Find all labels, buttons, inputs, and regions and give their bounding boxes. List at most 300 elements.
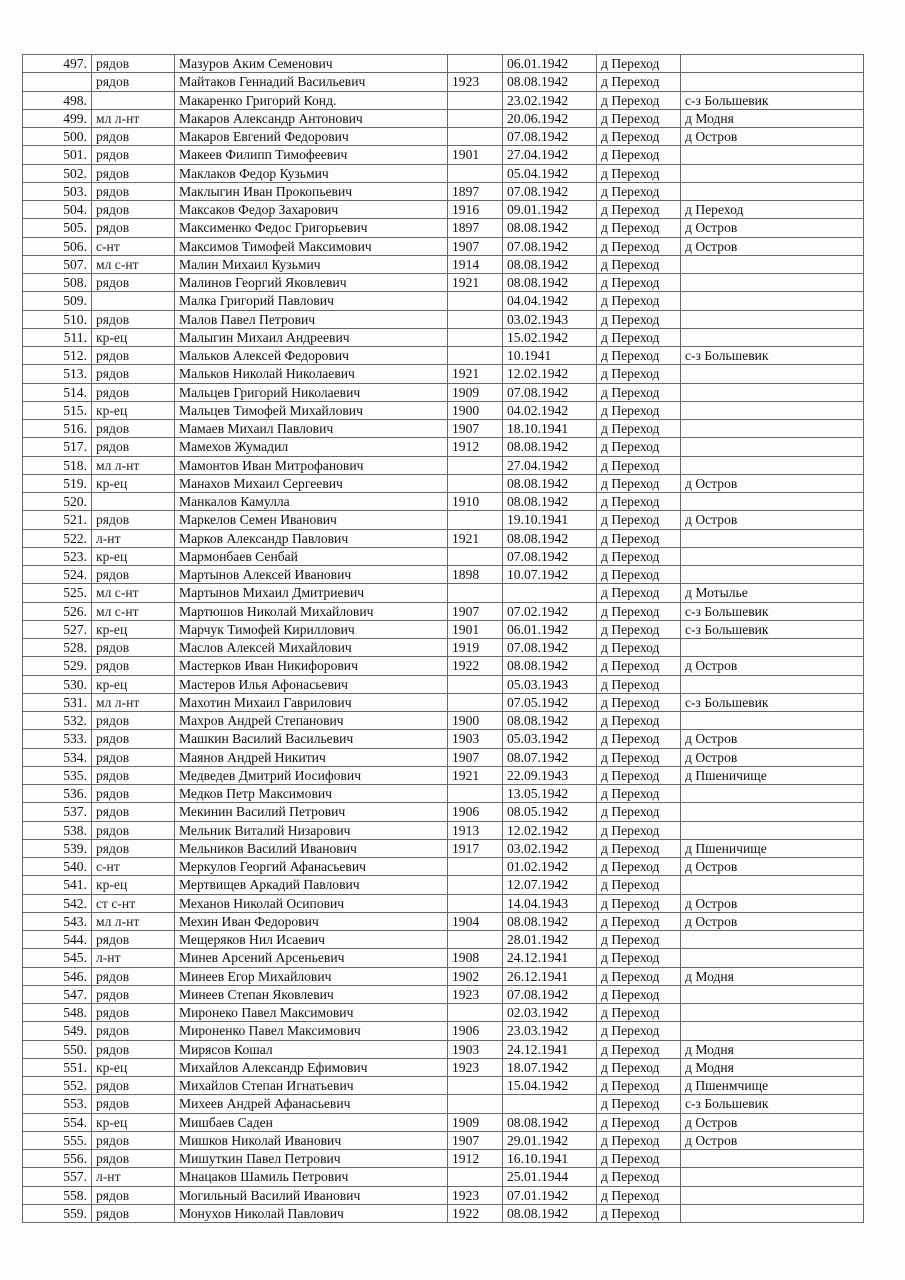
death-date-cell: 22.09.1943: [503, 766, 597, 784]
name-cell: Медведев Дмитрий Иосифович: [175, 766, 448, 784]
death-date-cell: 19.10.1941: [503, 511, 597, 529]
burial-place-cell: д Переход: [597, 328, 681, 346]
name-cell: Малинов Георгий Яковлевич: [175, 274, 448, 292]
birth-year-cell: 1923: [448, 1058, 503, 1076]
death-date-cell: 29.01.1942: [503, 1131, 597, 1149]
death-date-cell: 08.08.1942: [503, 1113, 597, 1131]
death-date-cell: 06.01.1942: [503, 620, 597, 638]
burial-place-cell: д Переход: [597, 547, 681, 565]
name-cell: Мнацаков Шамиль Петрович: [175, 1168, 448, 1186]
table-row: [23, 639, 864, 657]
birth-year-cell: [448, 456, 503, 474]
origin-place-cell: д Пшеничище: [681, 839, 864, 857]
row-number: 551.: [23, 1058, 92, 1076]
table-row: [23, 730, 864, 748]
burial-place-cell: д Переход: [597, 109, 681, 127]
name-cell: Малка Григорий Павлович: [175, 292, 448, 310]
name-cell: Макеев Филипп Тимофеевич: [175, 146, 448, 164]
name-cell: Маркелов Семен Иванович: [175, 511, 448, 529]
rank-cell: рядов: [92, 1095, 175, 1113]
burial-place-cell: д Переход: [597, 1131, 681, 1149]
death-date-cell: 10.07.1942: [503, 566, 597, 584]
rank-cell: рядов: [92, 1040, 175, 1058]
table-row: [23, 164, 864, 182]
name-cell: Миронеко Павел Максимович: [175, 1004, 448, 1022]
rank-cell: кр-ец: [92, 474, 175, 492]
death-date-cell: 20.06.1942: [503, 109, 597, 127]
row-number: 558.: [23, 1186, 92, 1204]
burial-place-cell: д Переход: [597, 146, 681, 164]
table-row: [23, 420, 864, 438]
table-row: [23, 201, 864, 219]
burial-place-cell: д Переход: [597, 420, 681, 438]
burial-place-cell: д Переход: [597, 931, 681, 949]
origin-place-cell: [681, 785, 864, 803]
name-cell: Мирясов Кошал: [175, 1040, 448, 1058]
origin-place-cell: д Остров: [681, 237, 864, 255]
rank-cell: рядов: [92, 657, 175, 675]
table-row: [23, 274, 864, 292]
row-number: 526.: [23, 602, 92, 620]
row-number: 513.: [23, 365, 92, 383]
name-cell: Мартынов Алексей Иванович: [175, 566, 448, 584]
name-cell: Мармонбаев Сенбай: [175, 547, 448, 565]
death-date-cell: 26.12.1941: [503, 967, 597, 985]
origin-place-cell: [681, 292, 864, 310]
row-number: 501.: [23, 146, 92, 164]
death-date-cell: 12.02.1942: [503, 365, 597, 383]
table-row: [23, 255, 864, 273]
origin-place-cell: с-з Большевик: [681, 1095, 864, 1113]
origin-place-cell: [681, 365, 864, 383]
name-cell: Могильный Василий Иванович: [175, 1186, 448, 1204]
death-date-cell: 18.10.1941: [503, 420, 597, 438]
death-date-cell: 08.08.1942: [503, 274, 597, 292]
death-date-cell: 12.02.1942: [503, 821, 597, 839]
name-cell: Мальков Николай Николаевич: [175, 365, 448, 383]
name-cell: Мехин Иван Федорович: [175, 912, 448, 930]
death-date-cell: 03.02.1942: [503, 839, 597, 857]
burial-place-cell: д Переход: [597, 1058, 681, 1076]
name-cell: Меркулов Георгий Афанасьевич: [175, 858, 448, 876]
row-number: 498.: [23, 91, 92, 109]
name-cell: Максименко Федос Григорьевич: [175, 219, 448, 237]
birth-year-cell: [448, 675, 503, 693]
birth-year-cell: 1916: [448, 201, 503, 219]
name-cell: Мертвищев Аркадий Павлович: [175, 876, 448, 894]
origin-place-cell: [681, 310, 864, 328]
table-row: [23, 383, 864, 401]
birth-year-cell: [448, 931, 503, 949]
death-date-cell: 08.08.1942: [503, 73, 597, 91]
name-cell: Мальцев Григорий Николаевич: [175, 383, 448, 401]
birth-year-cell: [448, 91, 503, 109]
death-date-cell: 03.02.1943: [503, 310, 597, 328]
name-cell: Манкалов Камулла: [175, 493, 448, 511]
burial-place-cell: д Переход: [597, 639, 681, 657]
rank-cell: рядов: [92, 931, 175, 949]
birth-year-cell: 1914: [448, 255, 503, 273]
origin-place-cell: д Остров: [681, 1131, 864, 1149]
origin-place-cell: д Остров: [681, 912, 864, 930]
table-row: [23, 456, 864, 474]
row-number: 542.: [23, 894, 92, 912]
name-cell: Малов Павел Петрович: [175, 310, 448, 328]
table-row: [23, 529, 864, 547]
origin-place-cell: д Модня: [681, 1058, 864, 1076]
table-row: [23, 894, 864, 912]
rank-cell: рядов: [92, 365, 175, 383]
name-cell: Марчук Тимофей Кириллович: [175, 620, 448, 638]
burial-place-cell: д Переход: [597, 474, 681, 492]
rank-cell: рядов: [92, 438, 175, 456]
birth-year-cell: 1919: [448, 639, 503, 657]
row-number: 510.: [23, 310, 92, 328]
death-date-cell: 07.08.1942: [503, 182, 597, 200]
rank-cell: кр-ец: [92, 401, 175, 419]
row-number: [23, 73, 92, 91]
death-date-cell: 25.01.1944: [503, 1168, 597, 1186]
table-row: [23, 73, 864, 91]
origin-place-cell: д Пшенмчище: [681, 1077, 864, 1095]
rank-cell: рядов: [92, 730, 175, 748]
death-date-cell: 08.08.1942: [503, 474, 597, 492]
birth-year-cell: [448, 693, 503, 711]
birth-year-cell: [448, 858, 503, 876]
burial-place-cell: д Переход: [597, 292, 681, 310]
rank-cell: рядов: [92, 310, 175, 328]
table-row: [23, 237, 864, 255]
burial-place-cell: д Переход: [597, 985, 681, 1003]
name-cell: Малыгин Михаил Андреевич: [175, 328, 448, 346]
table-row: [23, 858, 864, 876]
origin-place-cell: [681, 420, 864, 438]
origin-place-cell: [681, 328, 864, 346]
death-date-cell: 28.01.1942: [503, 931, 597, 949]
rank-cell: рядов: [92, 985, 175, 1003]
rank-cell: рядов: [92, 383, 175, 401]
row-number: 559.: [23, 1204, 92, 1222]
death-date-cell: 07.08.1942: [503, 383, 597, 401]
burial-place-cell: д Переход: [597, 274, 681, 292]
birth-year-cell: [448, 547, 503, 565]
birth-year-cell: 1903: [448, 730, 503, 748]
table-row: [23, 949, 864, 967]
burial-place-cell: д Переход: [597, 347, 681, 365]
origin-place-cell: [681, 931, 864, 949]
birth-year-cell: [448, 894, 503, 912]
table-row: [23, 1186, 864, 1204]
name-cell: Максимов Тимофей Максимович: [175, 237, 448, 255]
name-cell: Медков Петр Максимович: [175, 785, 448, 803]
death-date-cell: 07.05.1942: [503, 693, 597, 711]
death-date-cell: 24.12.1941: [503, 1040, 597, 1058]
name-cell: Махров Андрей Степанович: [175, 712, 448, 730]
table-row: [23, 474, 864, 492]
death-date-cell: 04.04.1942: [503, 292, 597, 310]
table-row: [23, 109, 864, 127]
name-cell: Махотин Михаил Гаврилович: [175, 693, 448, 711]
name-cell: Максаков Федор Захарович: [175, 201, 448, 219]
row-number: 544.: [23, 931, 92, 949]
table-row: [23, 91, 864, 109]
burial-registry-table: [22, 54, 864, 1223]
burial-place-cell: д Переход: [597, 675, 681, 693]
name-cell: Машкин Василий Васильевич: [175, 730, 448, 748]
table-row: [23, 657, 864, 675]
table-row: [23, 912, 864, 930]
death-date-cell: 07.08.1942: [503, 237, 597, 255]
row-number: 520.: [23, 493, 92, 511]
row-number: 524.: [23, 566, 92, 584]
row-number: 553.: [23, 1095, 92, 1113]
row-number: 540.: [23, 858, 92, 876]
death-date-cell: 07.08.1942: [503, 985, 597, 1003]
rank-cell: кр-ец: [92, 1113, 175, 1131]
row-number: 509.: [23, 292, 92, 310]
row-number: 555.: [23, 1131, 92, 1149]
name-cell: Мамехов Жумадил: [175, 438, 448, 456]
death-date-cell: 08.08.1942: [503, 255, 597, 273]
rank-cell: рядов: [92, 274, 175, 292]
table-row: [23, 693, 864, 711]
rank-cell: рядов: [92, 967, 175, 985]
birth-year-cell: 1923: [448, 73, 503, 91]
origin-place-cell: д Модня: [681, 109, 864, 127]
name-cell: Марков Александр Павлович: [175, 529, 448, 547]
name-cell: Мамаев Михаил Павлович: [175, 420, 448, 438]
rank-cell: рядов: [92, 128, 175, 146]
rank-cell: кр-ец: [92, 620, 175, 638]
rank-cell: рядов: [92, 785, 175, 803]
name-cell: Маклыгин Иван Прокопьевич: [175, 182, 448, 200]
death-date-cell: 18.07.1942: [503, 1058, 597, 1076]
burial-place-cell: д Переход: [597, 1040, 681, 1058]
table-row: [23, 347, 864, 365]
death-date-cell: 08.07.1942: [503, 748, 597, 766]
table-row: [23, 292, 864, 310]
birth-year-cell: 1907: [448, 748, 503, 766]
death-date-cell: 04.02.1942: [503, 401, 597, 419]
row-number: 533.: [23, 730, 92, 748]
birth-year-cell: 1912: [448, 438, 503, 456]
origin-place-cell: д Остров: [681, 858, 864, 876]
rank-cell: [92, 292, 175, 310]
birth-year-cell: 1907: [448, 1131, 503, 1149]
burial-place-cell: д Переход: [597, 584, 681, 602]
rank-cell: рядов: [92, 639, 175, 657]
birth-year-cell: [448, 474, 503, 492]
death-date-cell: 08.08.1942: [503, 1204, 597, 1222]
origin-place-cell: [681, 255, 864, 273]
birth-year-cell: 1897: [448, 219, 503, 237]
origin-place-cell: [681, 985, 864, 1003]
row-number: 504.: [23, 201, 92, 219]
name-cell: Макаров Евгений Федорович: [175, 128, 448, 146]
name-cell: Мельник Виталий Низарович: [175, 821, 448, 839]
birth-year-cell: [448, 511, 503, 529]
death-date-cell: 02.03.1942: [503, 1004, 597, 1022]
row-number: 536.: [23, 785, 92, 803]
rank-cell: л-нт: [92, 949, 175, 967]
origin-place-cell: [681, 876, 864, 894]
row-number: 514.: [23, 383, 92, 401]
name-cell: Мироненко Павел Максимович: [175, 1022, 448, 1040]
origin-place-cell: д Остров: [681, 748, 864, 766]
origin-place-cell: [681, 1004, 864, 1022]
origin-place-cell: д Переход: [681, 201, 864, 219]
origin-place-cell: д Пшеничище: [681, 766, 864, 784]
death-date-cell: 12.07.1942: [503, 876, 597, 894]
rank-cell: л-нт: [92, 1168, 175, 1186]
table-row: [23, 1077, 864, 1095]
name-cell: Мишбаев Саден: [175, 1113, 448, 1131]
birth-year-cell: 1901: [448, 620, 503, 638]
row-number: 522.: [23, 529, 92, 547]
name-cell: Механов Николай Осипович: [175, 894, 448, 912]
rank-cell: рядов: [92, 1204, 175, 1222]
row-number: 547.: [23, 985, 92, 1003]
row-number: 497.: [23, 55, 92, 73]
death-date-cell: 05.04.1942: [503, 164, 597, 182]
burial-place-cell: д Переход: [597, 1150, 681, 1168]
row-number: 548.: [23, 1004, 92, 1022]
table-row: [23, 1058, 864, 1076]
origin-place-cell: [681, 547, 864, 565]
origin-place-cell: д Остров: [681, 474, 864, 492]
row-number: 515.: [23, 401, 92, 419]
row-number: 512.: [23, 347, 92, 365]
row-number: 545.: [23, 949, 92, 967]
death-date-cell: 27.04.1942: [503, 146, 597, 164]
row-number: 538.: [23, 821, 92, 839]
burial-place-cell: д Переход: [597, 821, 681, 839]
origin-place-cell: д Остров: [681, 894, 864, 912]
death-date-cell: 08.08.1942: [503, 912, 597, 930]
row-number: 499.: [23, 109, 92, 127]
row-number: 528.: [23, 639, 92, 657]
burial-place-cell: д Переход: [597, 511, 681, 529]
origin-place-cell: [681, 493, 864, 511]
table-row: [23, 1095, 864, 1113]
row-number: 527.: [23, 620, 92, 638]
birth-year-cell: 1901: [448, 146, 503, 164]
origin-place-cell: [681, 1186, 864, 1204]
table-body: [23, 55, 864, 1223]
rank-cell: с-нт: [92, 237, 175, 255]
row-number: 557.: [23, 1168, 92, 1186]
table-row: [23, 128, 864, 146]
rank-cell: рядов: [92, 55, 175, 73]
death-date-cell: 08.08.1942: [503, 529, 597, 547]
rank-cell: рядов: [92, 1186, 175, 1204]
name-cell: Манахов Михаил Сергеевич: [175, 474, 448, 492]
death-date-cell: 09.01.1942: [503, 201, 597, 219]
burial-place-cell: д Переход: [597, 182, 681, 200]
birth-year-cell: 1921: [448, 274, 503, 292]
origin-place-cell: [681, 712, 864, 730]
burial-place-cell: д Переход: [597, 858, 681, 876]
name-cell: Минеев Степан Яковлевич: [175, 985, 448, 1003]
name-cell: Минев Арсений Арсеньевич: [175, 949, 448, 967]
birth-year-cell: 1921: [448, 365, 503, 383]
birth-year-cell: 1921: [448, 529, 503, 547]
birth-year-cell: [448, 1095, 503, 1113]
row-number: 543.: [23, 912, 92, 930]
origin-place-cell: [681, 1168, 864, 1186]
table-row: [23, 931, 864, 949]
burial-place-cell: д Переход: [597, 712, 681, 730]
death-date-cell: 08.08.1942: [503, 493, 597, 511]
rank-cell: кр-ец: [92, 328, 175, 346]
row-number: 508.: [23, 274, 92, 292]
table-row: [23, 438, 864, 456]
birth-year-cell: 1897: [448, 182, 503, 200]
name-cell: Мартюшов Николай Михайлович: [175, 602, 448, 620]
birth-year-cell: 1898: [448, 566, 503, 584]
rank-cell: кр-ец: [92, 1058, 175, 1076]
birth-year-cell: 1900: [448, 401, 503, 419]
row-number: 507.: [23, 255, 92, 273]
table-row: [23, 1022, 864, 1040]
origin-place-cell: с-з Большевик: [681, 602, 864, 620]
birth-year-cell: [448, 1077, 503, 1095]
row-number: 516.: [23, 420, 92, 438]
row-number: 511.: [23, 328, 92, 346]
death-date-cell: 23.02.1942: [503, 91, 597, 109]
table-row: [23, 602, 864, 620]
death-date-cell: 06.01.1942: [503, 55, 597, 73]
burial-place-cell: д Переход: [597, 529, 681, 547]
death-date-cell: 07.02.1942: [503, 602, 597, 620]
death-date-cell: 08.05.1942: [503, 803, 597, 821]
table-row: [23, 310, 864, 328]
name-cell: Мекинин Василий Петрович: [175, 803, 448, 821]
birth-year-cell: 1904: [448, 912, 503, 930]
table-row: [23, 365, 864, 383]
table-row: [23, 620, 864, 638]
birth-year-cell: [448, 1168, 503, 1186]
origin-place-cell: [681, 383, 864, 401]
birth-year-cell: 1902: [448, 967, 503, 985]
row-number: 505.: [23, 219, 92, 237]
burial-place-cell: д Переход: [597, 55, 681, 73]
table-row: [23, 547, 864, 565]
rank-cell: рядов: [92, 748, 175, 766]
rank-cell: с-нт: [92, 858, 175, 876]
burial-place-cell: д Переход: [597, 693, 681, 711]
rank-cell: рядов: [92, 146, 175, 164]
row-number: 517.: [23, 438, 92, 456]
burial-place-cell: д Переход: [597, 310, 681, 328]
origin-place-cell: д Остров: [681, 730, 864, 748]
table-row: [23, 712, 864, 730]
birth-year-cell: 1923: [448, 985, 503, 1003]
birth-year-cell: [448, 292, 503, 310]
burial-place-cell: д Переход: [597, 657, 681, 675]
death-date-cell: 10.1941: [503, 347, 597, 365]
burial-place-cell: д Переход: [597, 365, 681, 383]
birth-year-cell: [448, 164, 503, 182]
origin-place-cell: [681, 949, 864, 967]
table-row: [23, 1113, 864, 1131]
origin-place-cell: [681, 639, 864, 657]
row-number: 535.: [23, 766, 92, 784]
death-date-cell: 27.04.1942: [503, 456, 597, 474]
rank-cell: рядов: [92, 420, 175, 438]
rank-cell: кр-ец: [92, 675, 175, 693]
burial-place-cell: д Переход: [597, 1113, 681, 1131]
